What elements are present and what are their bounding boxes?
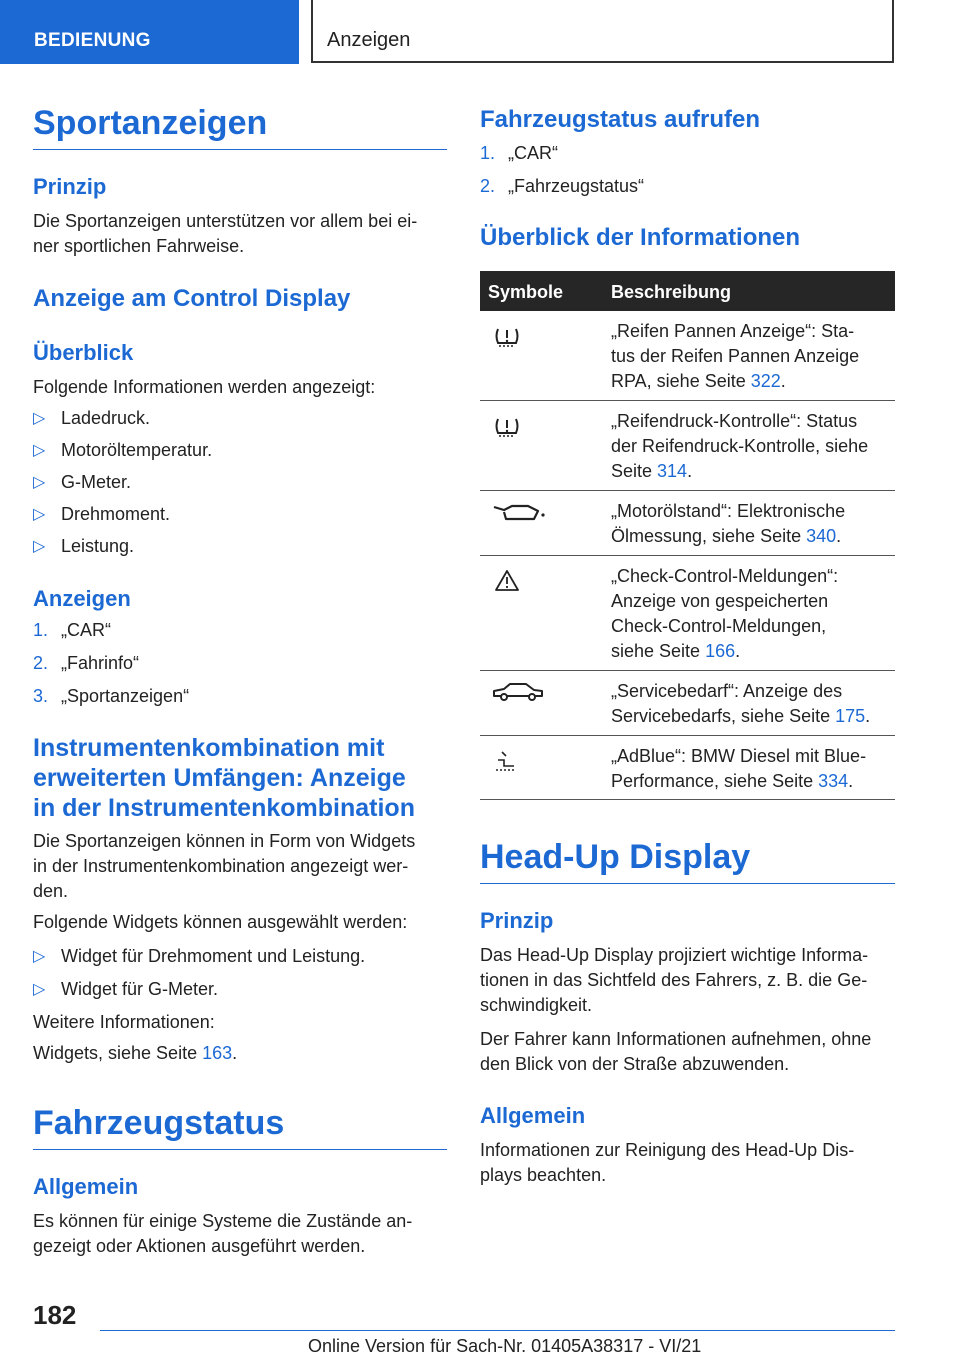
row-desc-line: Anzeige von gespeicherten (611, 591, 829, 611)
triangle-bullet-icon: ▷ (33, 474, 46, 491)
instrument-text-line: in der Instrumentenkombination angezeigt wer- (33, 856, 409, 876)
hud-allgemein-heading: Allgemein (480, 1103, 586, 1128)
instrument-heading-line: Instrumentenkombination mit (33, 734, 385, 762)
section-tab (0, 0, 299, 64)
hud-allgemein-text-line: plays beachten. (480, 1165, 607, 1185)
triangle-bullet-icon: ▷ (33, 442, 46, 459)
triangle-bullet-icon: ▷ (33, 410, 46, 427)
prinzip-text-line: ner sportlichen Fahrweise. (33, 236, 245, 256)
page-link[interactable]: 163 (202, 1043, 233, 1063)
hud-title: Head-Up Display (480, 838, 895, 884)
page-link[interactable]: 334 (818, 771, 849, 791)
table-row: „AdBlue“: BMW Diesel mit Blue- Performance, siehe Seite 334. (480, 736, 895, 800)
row-desc-line: „Reifen Pannen Anzeige“: Sta- (611, 321, 855, 341)
allgemein-text-line: Es können für einige Systeme die Zustände an- (33, 1211, 413, 1231)
ueberblick-intro: Folgende Informationen werden angezeigt: (33, 377, 376, 397)
row-desc-line: „Check-Control-Meldungen“: (611, 566, 839, 586)
adblue-icon (490, 748, 550, 774)
tire-pressure-warning-icon (490, 323, 550, 349)
triangle-bullet-icon: ▷ (33, 538, 46, 555)
table-row: „Motorölstand“: Elektronische Ölmessung, siehe Seite 340. (480, 491, 895, 556)
triangle-bullet-icon: ▷ (33, 948, 46, 965)
widgets-reference: Widgets, siehe Seite 163. (33, 1043, 238, 1063)
table-row: „Reifen Pannen Anzeige“: Sta- tus der Reifen Pannen Anzeige RPA, siehe Seite 322. (480, 311, 895, 401)
widgets-intro: Folgende Widgets können ausgewählt werden: (33, 912, 408, 932)
prinzip-text-line: Die Sportanzeigen unterstützen vor allem bei ei- (33, 211, 418, 231)
table-row: „Reifendruck-Kontrolle“: Status der Reifendruck-Kontrolle, siehe Seite 314. (480, 401, 895, 491)
col-desc-header: Beschreibung (611, 282, 732, 302)
row-desc-line: tus der Reifen Pannen Anzeige (611, 346, 860, 366)
table-header (480, 271, 895, 311)
ueberblick-heading: Überblick (33, 340, 134, 365)
online-version-note: Online Version für Sach-Nr. 01405A38317 - VI/21 (308, 1336, 702, 1356)
triangle-bullet-icon: ▷ (33, 506, 46, 523)
row-desc-line: „AdBlue“: BMW Diesel mit Blue- (611, 746, 867, 766)
page-link[interactable]: 340 (806, 526, 837, 546)
hud-allgemein-text-line: Informationen zur Reinigung des Head-Up Dis- (480, 1140, 855, 1160)
hud-prinzip-text-line: tionen in das Sichtfeld des Fahrers, z. B. die Ge- (480, 970, 868, 990)
instrument-text-line: den. (33, 881, 69, 901)
instrument-heading-line: erweiterten Umfängen: Anzeige (33, 764, 406, 792)
hud-driver-text-line: den Blick von der Straße abzuwenden. (480, 1054, 790, 1074)
car-service-icon (490, 679, 550, 705)
row-desc-line: „Servicebedarf“: Anzeige des (611, 681, 843, 701)
allgemein-text-line: gezeigt oder Aktionen ausgeführt werden. (33, 1236, 366, 1256)
page-title: Sportanzeigen (33, 104, 447, 150)
allgemein-heading: Allgemein (33, 1174, 139, 1199)
table-row: „Servicebedarf“: Anzeige des Servicebedarfs, siehe Seite 175. (480, 671, 895, 736)
row-desc-line: „Motorölstand“: Elektronische (611, 501, 846, 521)
warning-triangle-icon (490, 568, 550, 594)
page-link[interactable]: 314 (657, 461, 688, 481)
row-desc-line: Check-Control-Meldungen, (611, 616, 827, 636)
anzeigen-heading: Anzeigen (33, 586, 131, 611)
page-link[interactable]: 166 (705, 641, 736, 661)
control-display-heading: Anzeige am Control Display (33, 285, 351, 312)
instrument-text-line: Die Sportanzeigen können in Form von Widgets (33, 831, 416, 851)
hud-prinzip-text-line: schwindigkeit. (480, 995, 593, 1015)
prinzip-heading: Prinzip (33, 174, 107, 199)
page-link[interactable]: 175 (835, 706, 866, 726)
section-label: BEDIENUNG (34, 30, 151, 51)
overview-heading: Überblick der Informationen (480, 224, 801, 251)
triangle-bullet-icon: ▷ (33, 981, 46, 998)
row-desc-line: „Reifendruck-Kontrolle“: Status (611, 411, 858, 431)
fahrzeugstatus-title: Fahrzeugstatus (33, 1104, 447, 1150)
aufrufen-heading: Fahrzeugstatus aufrufen (480, 106, 761, 133)
hud-driver-text-line: Der Fahrer kann Informationen aufnehmen, ohne (480, 1029, 872, 1049)
chapter-box (311, 0, 894, 63)
oil-can-icon (490, 499, 550, 525)
table-row: „Check-Control-Meldungen“: Anzeige von gespeicherten Check-Control-Meldungen, siehe Seite 166. (480, 556, 895, 671)
instrument-heading-line: in der Instrumentenkombination (33, 794, 415, 822)
footer-rule (100, 1330, 895, 1331)
more-info-label: Weitere Informationen: (33, 1012, 215, 1032)
hud-prinzip-text-line: Das Head-Up Display projiziert wichtige Informa- (480, 945, 869, 965)
page-number: 182 (33, 1300, 77, 1330)
tire-pressure-control-icon (490, 413, 550, 439)
col-symbol-header: Symbole (488, 282, 564, 302)
page-link[interactable]: 322 (750, 371, 781, 391)
chapter-label: Anzeigen (327, 29, 411, 51)
hud-prinzip-heading: Prinzip (480, 908, 554, 933)
row-desc-line: der Reifendruck-Kontrolle, siehe (611, 436, 869, 456)
